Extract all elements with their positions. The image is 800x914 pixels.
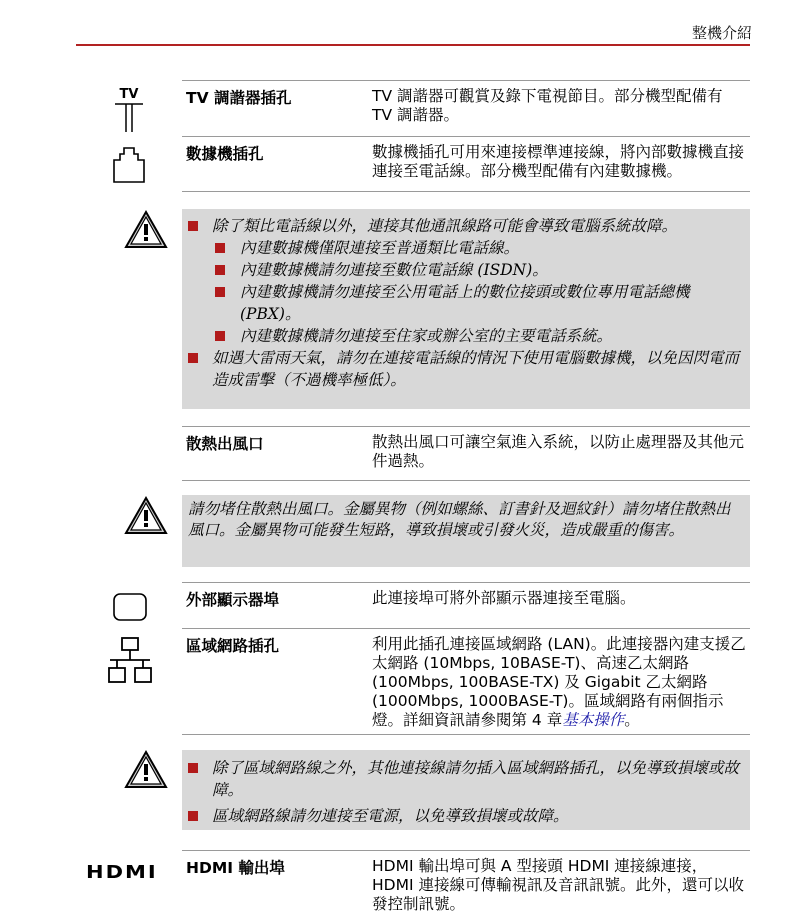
chapter-link[interactable]: 基本操作 [562,711,625,729]
spec-term: 外部顯示器埠 [186,591,280,609]
warning-text: 內建數據機請勿連接至數位電話線 (ISDN)。 [240,261,548,279]
phone-jack-icon [112,144,146,184]
spec-term: TV 調諧器插孔 [186,89,292,107]
spec-desc: 散熱出風口可讓空氣進入系統，以防止處理器及其他元件過熱。 [372,433,745,470]
warning-subitem [182,259,750,281]
page-header-title: 整機介紹 [691,24,752,42]
row-divider [182,191,750,192]
spec-term: 散熱出風口 [186,435,264,453]
caution-icon [124,496,168,536]
warning-text: 除了區域網路線之外，其他連接線請勿插入區域網路插孔，以免導致損壞或故障。 [212,759,740,799]
spec-desc: 此連接埠可將外部顯示器連接至電腦。 [372,589,636,607]
warning-item [182,757,750,801]
spec-row-tv-tuner [182,80,750,135]
bullet-square [188,353,198,363]
bullet-square [215,265,225,275]
bullet-square [215,243,225,253]
external-monitor-icon [112,592,148,622]
bullet-square [188,221,198,231]
spec-desc: TV 調諧器可觀賞及錄下電視節目。部分機型配備有 TV 調諧器。 [372,87,723,124]
spec-term: 數據機插孔 [186,145,264,163]
row-divider [182,734,750,735]
spec-desc [372,635,746,730]
caution-icon [124,210,168,250]
warning-subitem [182,325,750,347]
spec-desc: HDMI 輸出埠可與 A 型接頭 HDMI 連接線連接，HDMI 連接線可傳輸視訊及音訊訊號。此外，還可以收發控制訊號。 [372,857,744,913]
warning-box-modem [182,209,750,409]
warning-text: 區域網路線請勿連接至電源，以免導致損壞或故障。 [212,807,569,825]
warning-text: 除了類比電話線以外，連接其他通訊線路可能會導致電腦系統故障。 [212,217,678,235]
desc-text: 利用此插孔連接區域網路 (LAN)。此連接器內建支援乙太網路 (10Mbps, 10BASE-T)、高速乙太網路 (100Mbps, 100BASE-TX) 及 Gigabit 乙太網路 (1000Mbps, 1000BASE-T)。區域網路有兩個指示燈。詳細資訊請參閱第 4 章 [372,635,746,729]
warning-box-lan [182,750,750,830]
warning-text: 內建數據機僅限連接至普通類比電話線。 [240,239,520,257]
tv-icon-label: TV [119,87,139,102]
warning-subitem [182,281,750,325]
header-rule [76,44,750,46]
lan-network-icon [106,636,154,686]
warning-subitem [182,237,750,259]
spec-desc: 數據機插孔可用來連接標準連接線，將內部數據機直接連接至電話線。部分機型配備有內建數據機。 [372,143,745,180]
warning-item [182,347,750,391]
warning-text: 內建數據機請勿連接至住家或辦公室的主要電話系統。 [240,327,613,345]
desc-text: 。 [624,711,640,729]
spec-term: HDMI 輸出埠 [186,859,285,877]
hdmi-logo-icon: HDMI [86,861,158,883]
warning-text: 如遇大雷雨天氣，請勿在連接電話線的情況下使用電腦數據機，以免因閃電而造成雷擊（不過機率極低）。 [212,349,740,389]
tv-antenna-icon [112,88,146,134]
warning-text: 內建數據機請勿連接至公用電話上的數位接頭或數位專用電話總機 (PBX)。 [240,283,690,323]
warning-item [182,805,750,827]
spec-row-hdmi-out [182,850,750,911]
spec-row-lan-jack [182,628,750,733]
warning-text: 請勿堵住散熱出風口。金屬異物（例如螺絲、訂書針及迴紋針）請勿堵住散熱出風口。金屬異物可能發生短路，導致損壞或引發火災，造成嚴重的傷害。 [188,500,731,539]
bullet-square [215,287,225,297]
warning-box-vents [182,495,750,567]
bullet-square [215,331,225,341]
caution-icon [124,750,168,790]
bullet-square [188,811,198,821]
warning-item [182,215,750,237]
spec-row-external-monitor [182,582,750,627]
spec-row-cooling-vents [182,426,750,479]
bullet-square [188,763,198,773]
row-divider [182,480,750,481]
spec-row-modem-jack [182,136,750,192]
spec-term: 區域網路插孔 [186,637,280,655]
